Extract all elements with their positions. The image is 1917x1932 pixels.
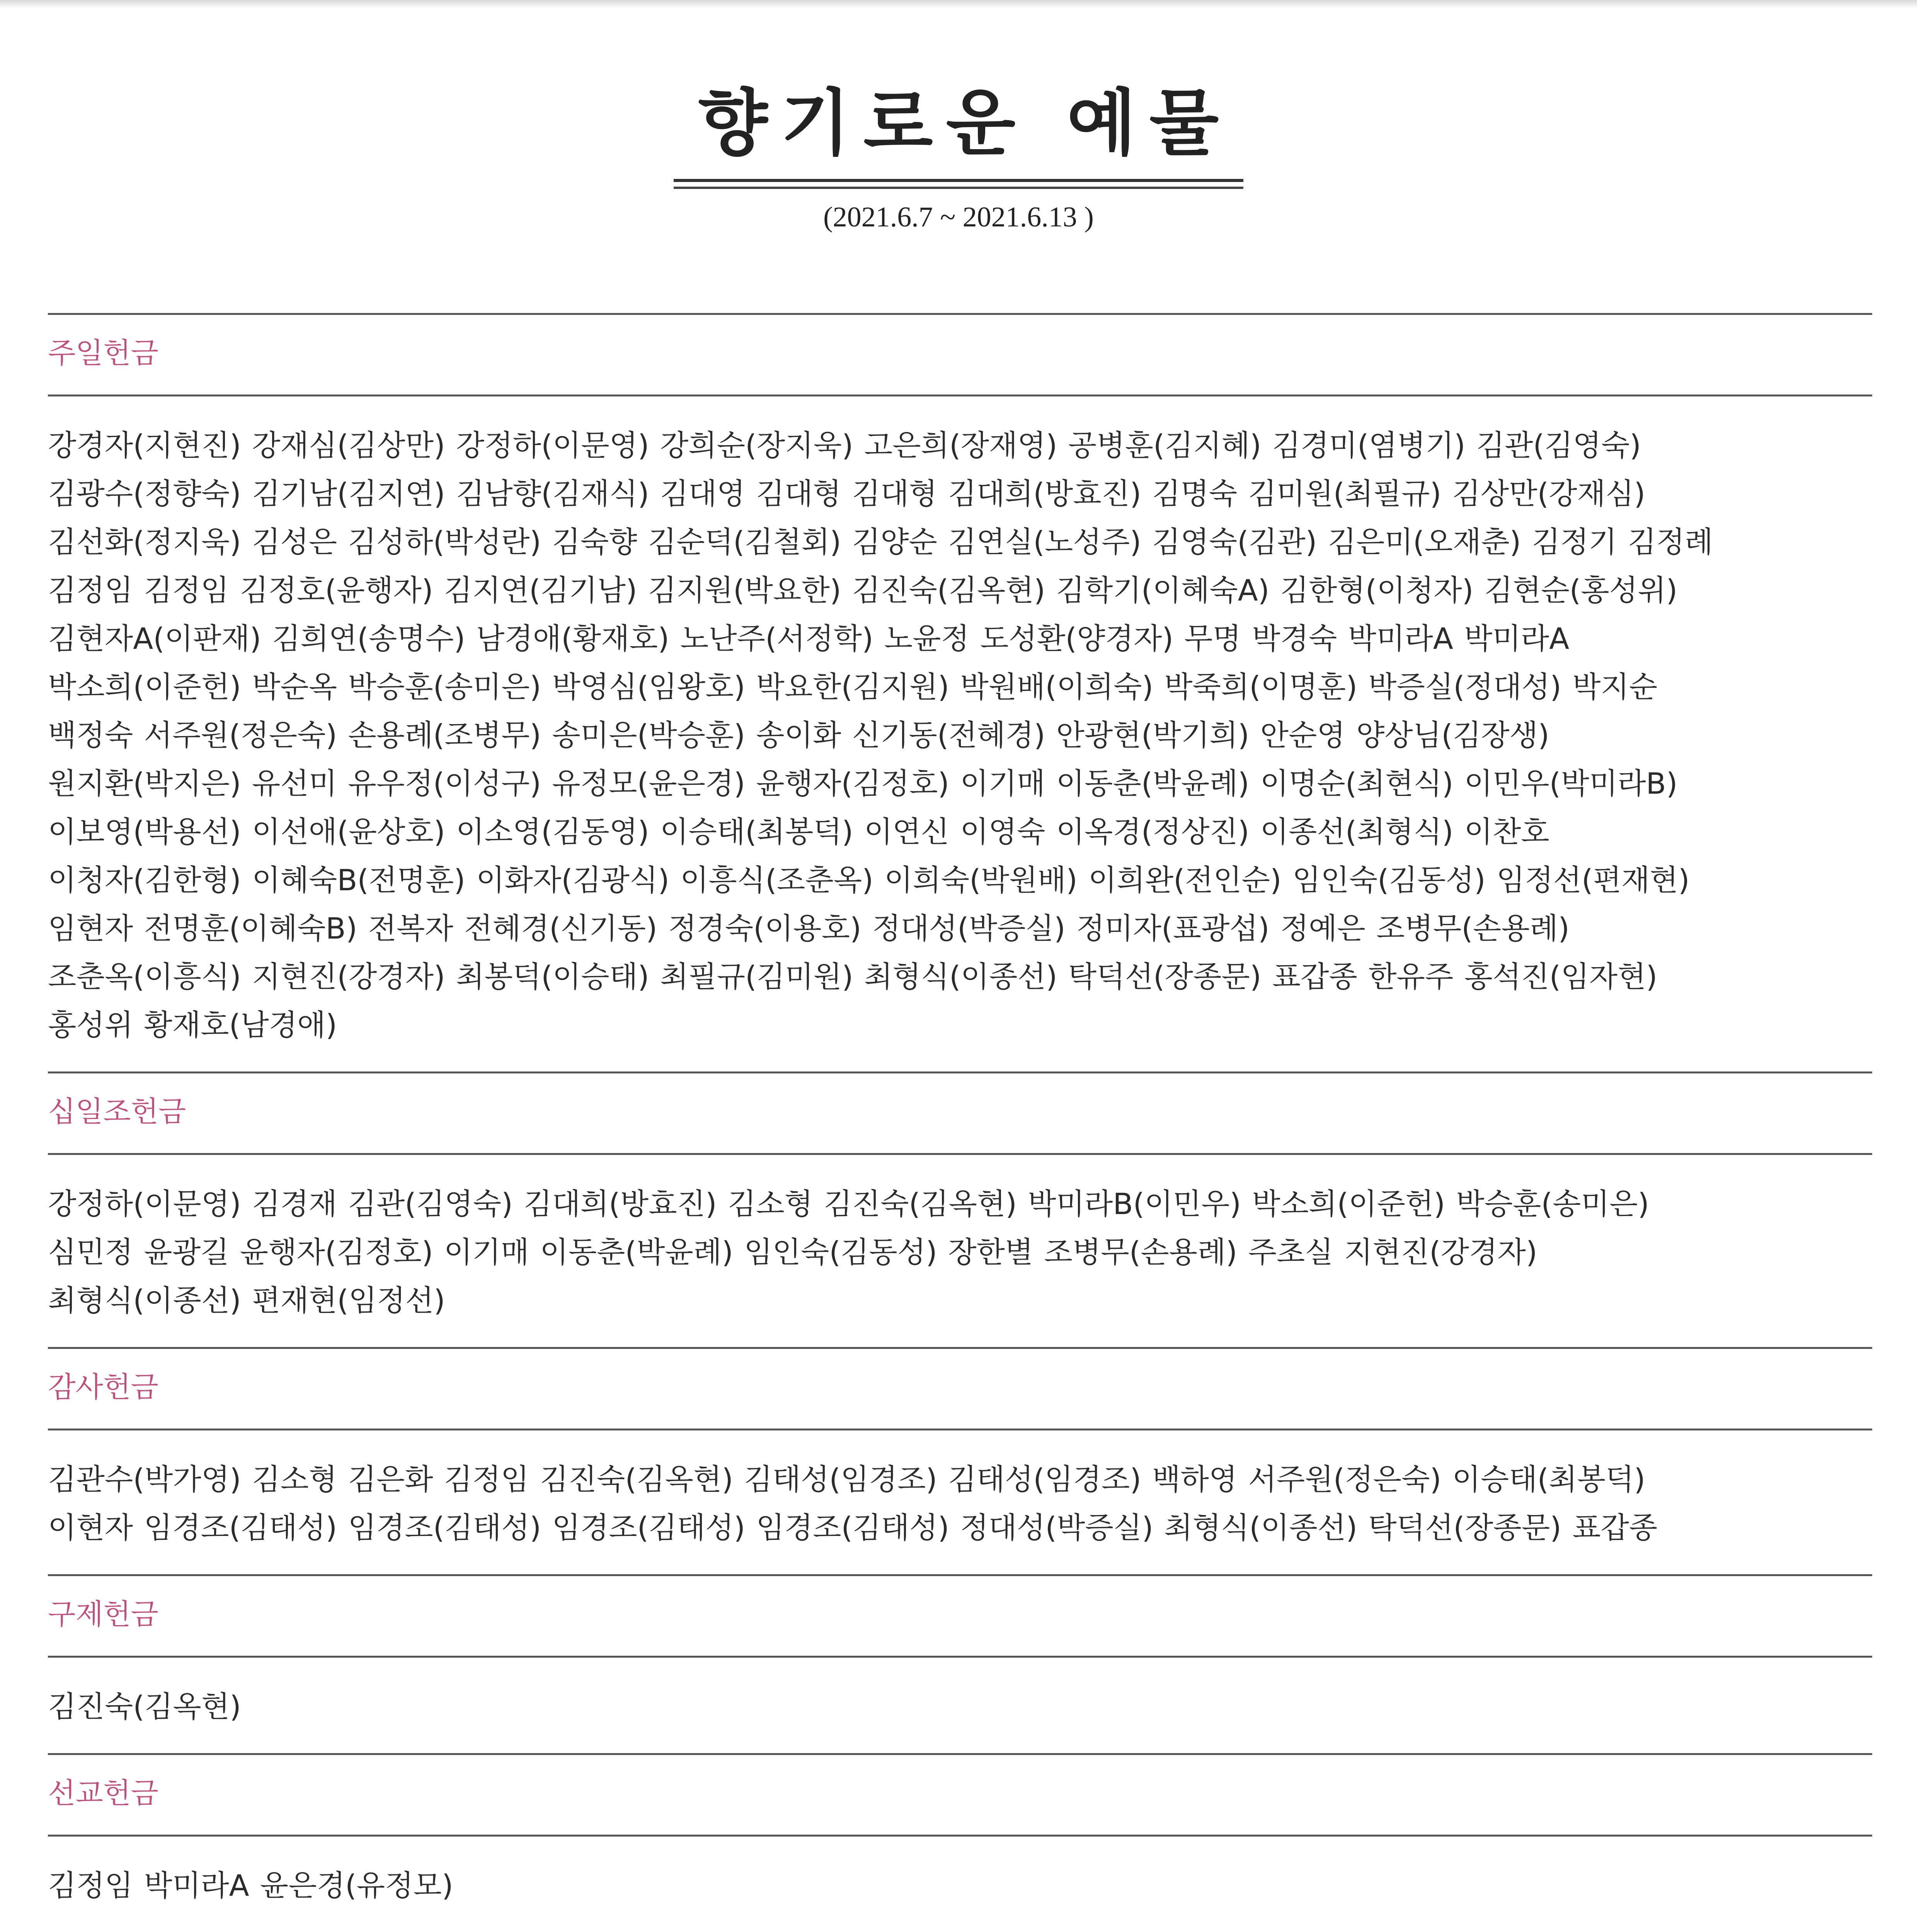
name-line: 강경자(지현진) 강재심(김상만) 강정하(이문영) 강희순(장지욱) 고은희(장재영) 공병훈(김지혜) 김경미(염병기) 김관(김영숙) (48, 428, 1641, 463)
name-line: 최형식(이종선) 편재현(임정선) (48, 1283, 445, 1318)
name-line: 이보영(박용선) 이선애(윤상호) 이소영(김동영) 이승태(최봉덕) 이연신 이영숙 이옥경(정상진) 이종선(최형식) 이찬호 (48, 815, 1549, 849)
name-line: 김관수(박가영) 김소형 김은화 김정임 김진숙(김옥현) 김태성(임경조) 김태성(임경조) 백하영 서주원(정은숙) 이승태(최봉덕) (48, 1462, 1646, 1497)
name-line: 김현자A(이판재) 김희연(송명수) 남경애(황재호) 노난주(서정학) 노윤정 도성환(양경자) 무명 박경숙 박미라A 박미라A (48, 621, 1570, 656)
name-line: 김광수(정향숙) 김기남(김지연) 김남향(김재식) 김대영 김대형 김대형 김대희(방효진) 김명숙 김미원(최필규) 김상만(강재심) (48, 476, 1646, 511)
section-names-thanks (48, 1430, 1872, 1574)
name-line: 김정임 박미라A 윤은경(유정모) (48, 1868, 453, 1903)
name-line: 원지환(박지은) 유선미 유우정(이성구) 유정모(윤은경) 윤행자(김정호) 이기매 이동춘(박윤례) 이명순(최현식) 이민우(박미라B) (48, 766, 1678, 801)
section-heading-thanks: 감사헌금 (48, 1371, 158, 1404)
name-line: 강정하(이문영) 김경재 김관(김영숙) 김대희(방효진) 김소형 김진숙(김옥현) 박미라B(이민우) 박소희(이준헌) 박승훈(송미은) (48, 1187, 1650, 1221)
name-line: 이청자(김한형) 이혜숙B(전명훈) 이화자(김광식) 이흥식(조춘옥) 이희숙(박원배) 이희완(전인순) 임인숙(김동성) 임정선(편재현) (48, 863, 1690, 897)
section-names-sunday (48, 396, 1872, 1071)
name-line: 이현자 임경조(김태성) 임경조(김태성) 임경조(김태성) 임경조(김태성) 정대성(박증실) 최형식(이종선) 탁덕선(장종문) 표갑종 (48, 1510, 1658, 1545)
name-line: 심민정 윤광길 윤행자(김정호) 이기매 이동춘(박윤례) 임인숙(김동성) 장한별 조병무(손용례) 주초실 지현진(강경자) (48, 1235, 1537, 1269)
page-title: 향기로운 예물 (674, 66, 1244, 182)
name-line: 임현자 전명훈(이혜숙B) 전복자 전혜경(신기동) 정경숙(이용호) 정대성(박증실) 정미자(표광섭) 정예은 조병무(손용례) (48, 911, 1570, 946)
section-heading-sunday: 주일헌금 (48, 337, 158, 370)
name-line: 김정임 김정임 김정호(윤행자) 김지연(김기남) 김지원(박요한) 김진숙(김옥현) 김학기(이혜숙A) 김한형(이청자) 김현순(홍성위) (48, 573, 1678, 607)
offering-list (48, 313, 1872, 1932)
name-line: 조춘옥(이흥식) 지현진(강경자) 최봉덕(이승태) 최필규(김미원) 최형식(이종선) 탁덕선(장종문) 표갑종 한유주 홍석진(임자현) (48, 959, 1658, 994)
section-names-relief (48, 1658, 1872, 1753)
section-heading-relief: 구제헌금 (48, 1598, 158, 1631)
section-names-tithe (48, 1155, 1872, 1347)
section-names-mission (48, 1837, 1872, 1932)
period-range: (2021.6.7 ~ 2021.6.13 ) (823, 201, 1094, 233)
name-line: 홍성위 황재호(남경애) (48, 1008, 337, 1042)
section-heading-mission: 선교헌금 (48, 1777, 158, 1810)
name-line: 박소희(이준헌) 박순옥 박승훈(송미은) 박영심(임왕호) 박요한(김지원) 박원배(이희숙) 박죽희(이명훈) 박증실(정대성) 박지순 (48, 670, 1658, 704)
section-heading-tithe: 십일조헌금 (48, 1095, 186, 1128)
name-line: 김선화(정지욱) 김성은 김성하(박성란) 김숙향 김순덕(김철회) 김양순 김연실(노성주) 김영숙(김관) 김은미(오재춘) 김정기 김정례 (48, 525, 1713, 559)
name-line: 김진숙(김옥현) (48, 1689, 241, 1724)
name-line: 백정숙 서주원(정은숙) 손용례(조병무) 송미은(박승훈) 송이화 신기동(전혜경) 안광현(박기희) 안순영 양상님(김장생) (48, 718, 1549, 752)
title-block (0, 66, 1917, 182)
scan-edge (0, 0, 1917, 9)
